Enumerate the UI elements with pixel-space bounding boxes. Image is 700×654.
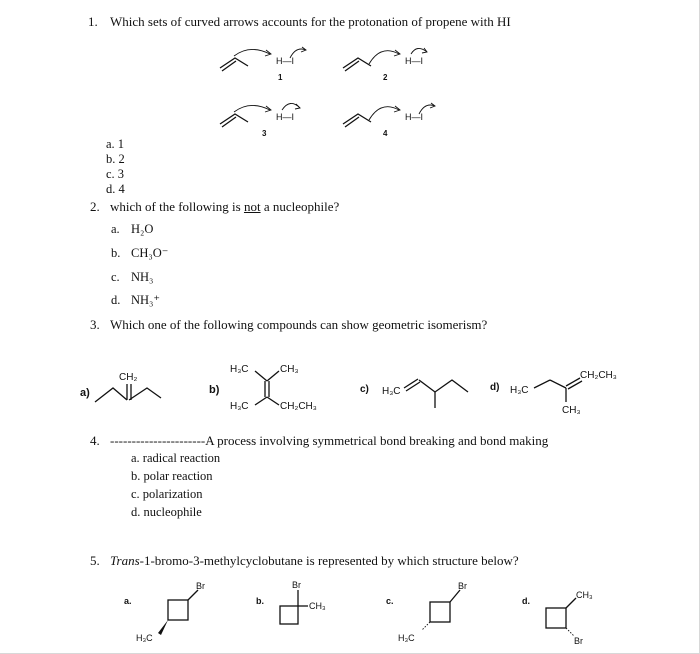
q3-structure-c: [360, 362, 500, 412]
q5-text-rest: -1-bromo-3-methylcyclobutane is represented by which structure below?: [139, 553, 519, 568]
q3-d-h3c: H₃C: [510, 385, 529, 396]
q2-option-d-letter: d.: [111, 293, 121, 307]
q1-option-d: d. 4: [106, 182, 125, 196]
q3-c-letter: c): [360, 384, 369, 395]
q5-structure-a: [118, 578, 218, 650]
q4-option-a: a. radical reaction: [131, 451, 221, 465]
q2-text-after: a nucleophile?: [260, 199, 340, 214]
q3-c-h3c: H₃C: [382, 386, 401, 397]
q5-a-h3c: H₃C: [136, 633, 153, 643]
q4-question: ----------------------A process involving symmetrical bond breaking and bond making: [110, 433, 549, 448]
q3-a-letter: a): [80, 387, 90, 399]
q1-structure-1: [210, 40, 330, 85]
q5-b-br: Br: [292, 580, 301, 590]
q2-option-c-letter: c.: [111, 270, 120, 284]
q1-reagent-1: H—I: [276, 56, 294, 66]
q1-label-1: 1: [278, 73, 283, 82]
q1-number: 1.: [88, 14, 98, 29]
q1-question: Which sets of curved arrows accounts for the protonation of propene with HI: [110, 14, 511, 29]
q5-structure-c: [378, 578, 488, 650]
q5-number: 5.: [90, 553, 100, 568]
q5-d-letter: d.: [522, 596, 530, 606]
q1-structure-2: [335, 40, 455, 85]
q2-option-c-formula: NH₃: [131, 270, 154, 284]
q1-label-3: 3: [262, 129, 267, 138]
q2-text-underlined: not: [243, 199, 261, 214]
q3-b-letter: b): [209, 384, 220, 396]
q1-reagent-3: H—I: [276, 112, 294, 122]
q3-structure-b: [205, 355, 355, 415]
q5-text-italic: Trans: [110, 553, 140, 568]
q5-d-br: Br: [574, 636, 583, 646]
q3-b-h3c-top: H₃C: [230, 364, 249, 375]
q3-structure-d: [490, 364, 640, 419]
q4-option-c: c. polarization: [131, 487, 203, 501]
q1-label-2: 2: [383, 73, 388, 82]
q1-option-b: b. 2: [106, 152, 125, 166]
q5-d-ch3: CH₃: [576, 590, 593, 600]
q2-option-b-letter: b.: [111, 246, 121, 260]
q5-a-br: Br: [196, 581, 205, 591]
q1-structure-4: [335, 96, 455, 141]
q2-option-d-formula: NH₃⁺: [131, 293, 161, 307]
q3-d-letter: d): [490, 382, 500, 393]
q5-structure-b: [250, 578, 350, 650]
q3-b-ch2ch3: CH₂CH₃: [280, 401, 317, 412]
q1-option-a: a. 1: [106, 137, 125, 151]
q3-question: Which one of the following compounds can show geometric isomerism?: [110, 317, 488, 332]
q2-option-a-letter: a.: [111, 222, 120, 236]
q2-option-a-formula: H₂O: [131, 222, 154, 236]
q1-label-4: 4: [383, 129, 388, 138]
q2-number: 2.: [90, 199, 100, 214]
q5-structure-d: [512, 578, 622, 650]
q3-b-ch3-top: CH₃: [280, 364, 299, 375]
q5-b-letter: b.: [256, 596, 264, 606]
q3-d-ch3: CH₃: [562, 405, 581, 416]
q3-number: 3.: [90, 317, 100, 332]
q5-c-h3c: H₃C: [398, 633, 415, 643]
q5-question: [110, 553, 519, 568]
q3-d-ch2ch3: CH₂CH₃: [580, 370, 617, 381]
q5-a-letter: a.: [124, 596, 132, 606]
q4-option-b: b. polar reaction: [131, 469, 213, 483]
q3-b-h3c-bottom: H₃C: [230, 401, 249, 412]
q1-reagent-4: H—I: [405, 112, 423, 122]
q1-reagent-2: H—I: [405, 56, 423, 66]
q3-a-ch2: CH₂: [119, 372, 138, 383]
q1-structure-3: [210, 96, 330, 141]
q5-b-ch3: CH₃: [309, 601, 326, 611]
q5-c-letter: c.: [386, 596, 394, 606]
q4-number: 4.: [90, 433, 100, 448]
q4-option-d: d. nucleophile: [131, 505, 202, 519]
q2-question: [110, 199, 339, 214]
q2-option-b-formula: CH₃O⁻: [131, 246, 169, 260]
q5-c-br: Br: [458, 581, 467, 591]
q3-structure-a: [75, 362, 195, 412]
q2-text-before: which of the following is: [110, 199, 244, 214]
q1-option-c: c. 3: [106, 167, 125, 181]
